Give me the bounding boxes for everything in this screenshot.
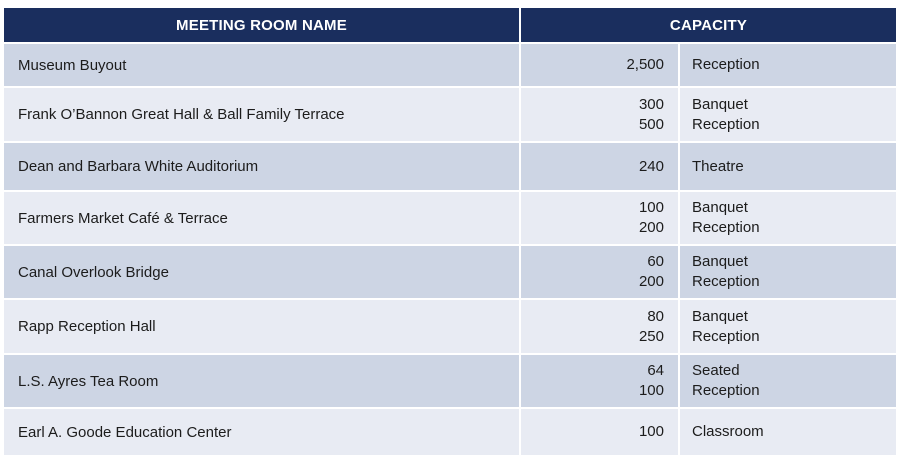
- capacity-count-cell: [521, 244, 680, 298]
- table-row: [4, 353, 896, 407]
- capacity-type: Reception: [692, 382, 760, 399]
- table-header-row: [4, 8, 896, 42]
- room-name: Earl A. Goode Education Center: [4, 407, 521, 455]
- capacity-count-cell: [521, 298, 680, 353]
- capacity-type: Banquet: [692, 95, 748, 113]
- capacity-count-cell: [521, 190, 680, 244]
- meeting-room-capacity-table: [4, 8, 896, 455]
- capacity-count: 2,500: [626, 56, 664, 73]
- capacity-type: Banquet: [692, 253, 748, 270]
- room-name: Museum Buyout: [4, 42, 521, 86]
- capacity-count: 300: [638, 95, 664, 113]
- capacity-count: 500: [638, 115, 664, 133]
- capacity-type-cell: [680, 244, 896, 298]
- capacity-type-cell: [680, 42, 896, 86]
- capacity-count: 200: [638, 273, 664, 290]
- table-row: [4, 407, 896, 455]
- capacity-type: Reception: [692, 273, 760, 290]
- table-row: [4, 190, 896, 244]
- capacity-type: Seated: [692, 362, 740, 379]
- capacity-type: Banquet: [692, 199, 748, 216]
- capacity-count-cell: [521, 42, 680, 86]
- capacity-count-cell: [521, 407, 680, 455]
- capacity-type-cell: [680, 141, 896, 190]
- capacity-type-cell: [680, 298, 896, 353]
- room-name: Dean and Barbara White Auditorium: [4, 141, 521, 190]
- capacity-count: 240: [638, 157, 664, 175]
- room-name: Canal Overlook Bridge: [4, 244, 521, 298]
- capacity-header: CAPACITY: [521, 8, 896, 42]
- capacity-type: Banquet: [692, 307, 748, 325]
- table-row: [4, 298, 896, 353]
- capacity-type-cell: [680, 86, 896, 141]
- capacity-count: 250: [638, 327, 664, 345]
- room-name: Rapp Reception Hall: [4, 298, 521, 353]
- capacity-count: 200: [638, 219, 664, 236]
- capacity-count: 60: [647, 253, 664, 270]
- table-row: [4, 244, 896, 298]
- capacity-type-cell: [680, 190, 896, 244]
- capacity-type: Reception: [692, 219, 760, 236]
- room-name: Frank O’Bannon Great Hall & Ball Family Terrace: [4, 86, 521, 141]
- capacity-count: 100: [638, 382, 664, 399]
- capacity-type: Classroom: [692, 423, 764, 440]
- room-name: L.S. Ayres Tea Room: [4, 353, 521, 407]
- capacity-type-cell: [680, 353, 896, 407]
- capacity-count-cell: [521, 141, 680, 190]
- capacity-type: Reception: [692, 56, 760, 73]
- capacity-count: 80: [647, 307, 664, 325]
- capacity-count-cell: [521, 86, 680, 141]
- capacity-count: 64: [647, 362, 664, 379]
- capacity-count: 100: [638, 423, 664, 440]
- capacity-type-cell: [680, 407, 896, 455]
- capacity-type: Theatre: [692, 157, 744, 175]
- capacity-count-cell: [521, 353, 680, 407]
- table-row: [4, 86, 896, 141]
- capacity-count: 100: [638, 199, 664, 216]
- capacity-type: Reception: [692, 327, 760, 345]
- capacity-type: Reception: [692, 115, 760, 133]
- meeting-room-name-header: MEETING ROOM NAME: [4, 8, 521, 42]
- room-name: Farmers Market Café & Terrace: [4, 190, 521, 244]
- table-row: [4, 42, 896, 86]
- table-row: [4, 141, 896, 190]
